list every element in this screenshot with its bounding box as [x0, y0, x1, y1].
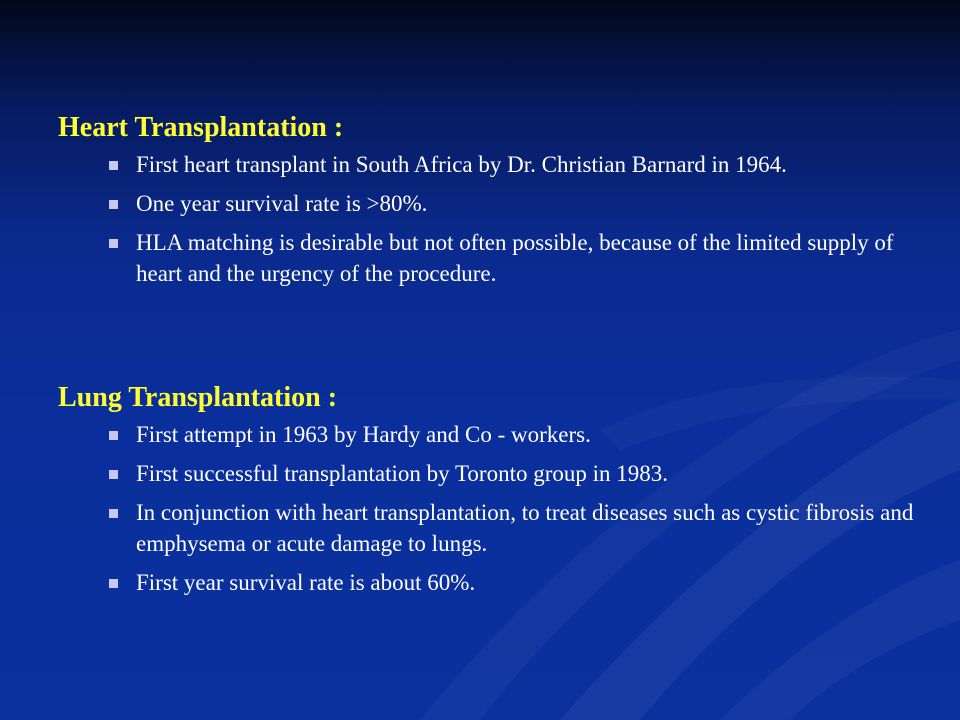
bullet-item	[58, 458, 918, 489]
bullet-list-heart	[58, 149, 918, 289]
bullet-text: First attempt in 1963 by Hardy and Co - workers.	[136, 422, 591, 447]
bullet-text: First successful transplantation by Toronto group in 1983.	[136, 461, 669, 486]
square-bullet-icon	[109, 509, 118, 518]
square-bullet-icon	[109, 431, 118, 440]
square-bullet-icon	[109, 161, 118, 170]
square-bullet-icon	[109, 579, 118, 588]
bullet-text: HLA matching is desirable but not often possible, because of the limited supply of heart and the urgency of the procedure.	[136, 230, 894, 286]
heading-lung-transplantation: Lung Transplantation :	[58, 382, 338, 413]
bullet-item	[58, 227, 918, 289]
bullet-text: First heart transplant in South Africa by Dr. Christian Barnard in 1964.	[136, 152, 787, 177]
bullet-text: First year survival rate is about 60%.	[136, 570, 476, 595]
bullet-item	[58, 188, 918, 219]
bullet-item	[58, 567, 918, 598]
square-bullet-icon	[109, 239, 118, 248]
bullet-list-lung	[58, 419, 918, 598]
bullet-item	[58, 149, 918, 180]
bullet-item	[58, 419, 918, 450]
section-heart-transplantation	[58, 111, 918, 297]
bullet-text: In conjunction with heart transplantation, to treat diseases such as cystic fibrosis and emphysema or acute damage to lungs.	[136, 500, 914, 556]
square-bullet-icon	[109, 200, 118, 209]
section-lung-transplantation	[58, 381, 918, 606]
bullet-text: One year survival rate is >80%.	[136, 191, 428, 216]
heading-heart-transplantation: Heart Transplantation :	[58, 112, 344, 143]
bullet-item	[58, 497, 918, 559]
square-bullet-icon	[109, 470, 118, 479]
